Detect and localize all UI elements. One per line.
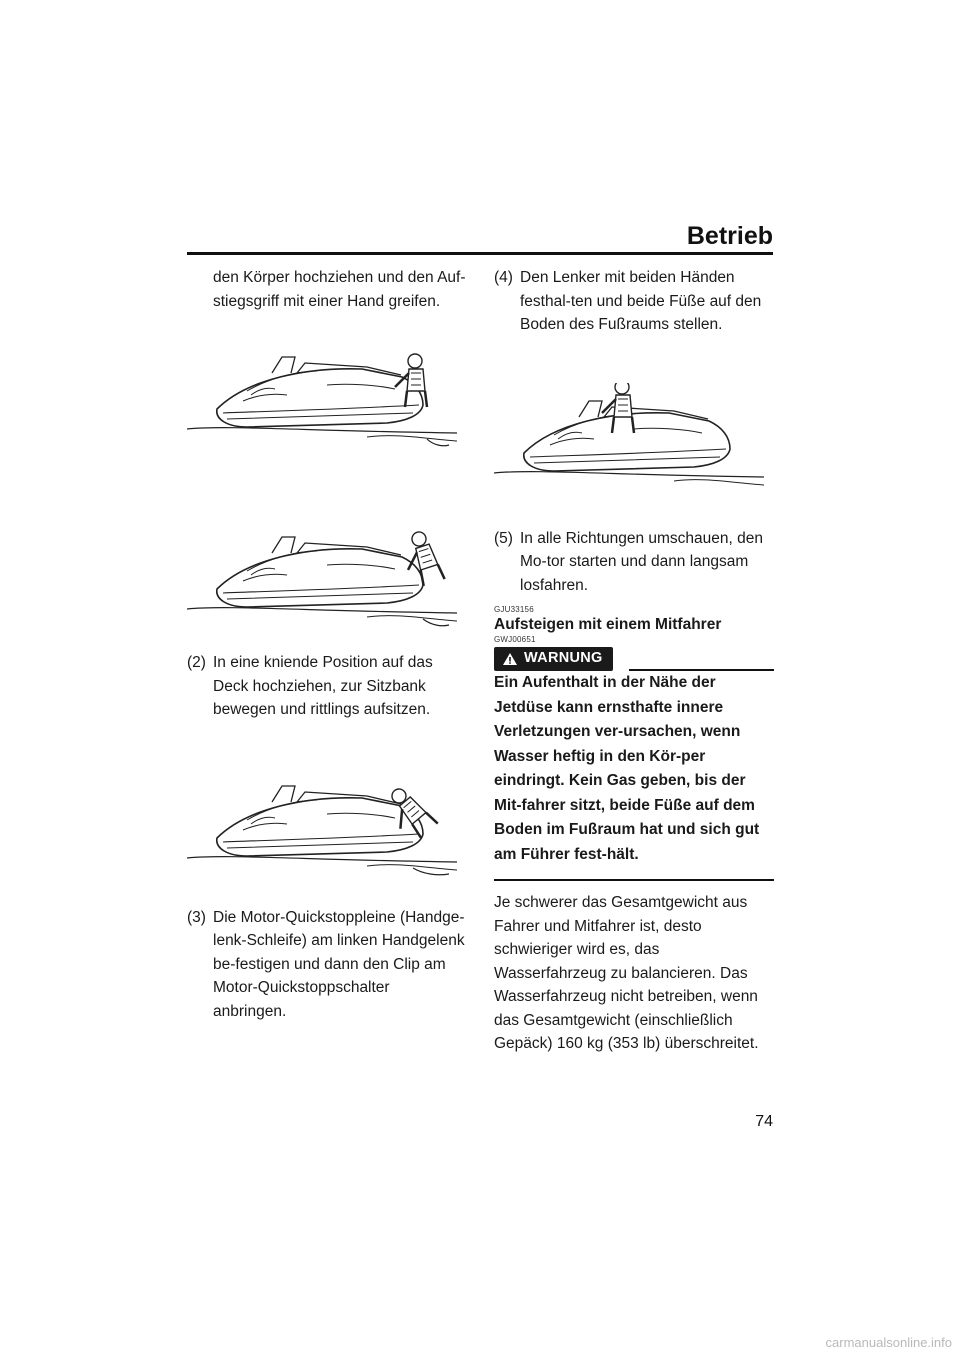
left-column bbox=[187, 266, 467, 1023]
header-rule bbox=[187, 252, 773, 255]
step-5 bbox=[494, 527, 774, 598]
section-code: GJU33156 bbox=[494, 605, 534, 614]
right-column bbox=[494, 266, 774, 1056]
step-5-text: In alle Richtungen umschauen, den Mo-tor starten und dann langsam losfahren. bbox=[520, 529, 763, 594]
warning-end-rule bbox=[494, 879, 774, 881]
step1-continuation: den Körper hochziehen und den Auf-stiegsgriff mit einer Hand greifen. bbox=[213, 269, 466, 310]
page-title: Betrieb bbox=[686, 222, 773, 250]
step-2-number: (2) bbox=[187, 654, 206, 671]
step-5-number: (5) bbox=[494, 529, 513, 547]
illustration-seated-rider bbox=[494, 383, 774, 493]
step-3-text: Die Motor-Quickstoppleine (Handge-lenk-Schleife) am linken Handgelenk be-festigen und dann den Clip am Motor-Quickstoppschalter anbringen. bbox=[213, 908, 465, 1020]
illustration-kneeling bbox=[187, 778, 467, 878]
warning-header bbox=[494, 647, 774, 671]
warning-label: WARNUNG bbox=[524, 650, 603, 667]
warning-triangle-icon bbox=[502, 652, 518, 666]
page-number: 74 bbox=[755, 1113, 773, 1130]
step-4-number: (4) bbox=[494, 269, 513, 286]
step-4-text: Den Lenker mit beiden Händen festhal-ten und beide Füße auf den Boden des Fußraums stellen. bbox=[520, 269, 762, 333]
step-3-number: (3) bbox=[187, 908, 206, 926]
illustration-climb-aboard bbox=[187, 349, 467, 449]
section-heading: Aufsteigen mit einem Mitfahrer bbox=[494, 616, 722, 633]
step-4 bbox=[494, 266, 774, 337]
body-paragraph: Je schwerer das Gesamtgewicht aus Fahrer und Mitfahrer ist, desto schwieriger wird es, das Wasserfahrzeug zu balancieren. Das Wasserfahrzeug nicht betreiben, wenn das Gesamtgewicht (einschließlich Gepäck) 160 kg (353 lb) überschreitet. bbox=[494, 894, 759, 1052]
step-2 bbox=[187, 651, 467, 722]
warning-text: Ein Aufenthalt in der Nähe der Jetdüse kann ernsthafte innere Verletzungen ver-ursachen, wenn Wasser heftig in den Kör-per eindringt. Kein Gas geben, bis der Mit-fahrer sitzt, beide Füße auf dem Boden im Fußraum hat und sich gut am Führer fest-hält. bbox=[494, 674, 760, 863]
step-2-text: In eine kniende Position auf das Deck hochziehen, zur Sitzbank bewegen und rittlings aufsitzen. bbox=[213, 654, 433, 718]
warning-badge bbox=[494, 647, 613, 671]
warning-code: GWJ00651 bbox=[494, 635, 536, 644]
illustration-pull-up bbox=[187, 529, 467, 629]
watermark: carmanualsonline.info bbox=[825, 1335, 952, 1350]
step-3 bbox=[187, 906, 467, 1024]
